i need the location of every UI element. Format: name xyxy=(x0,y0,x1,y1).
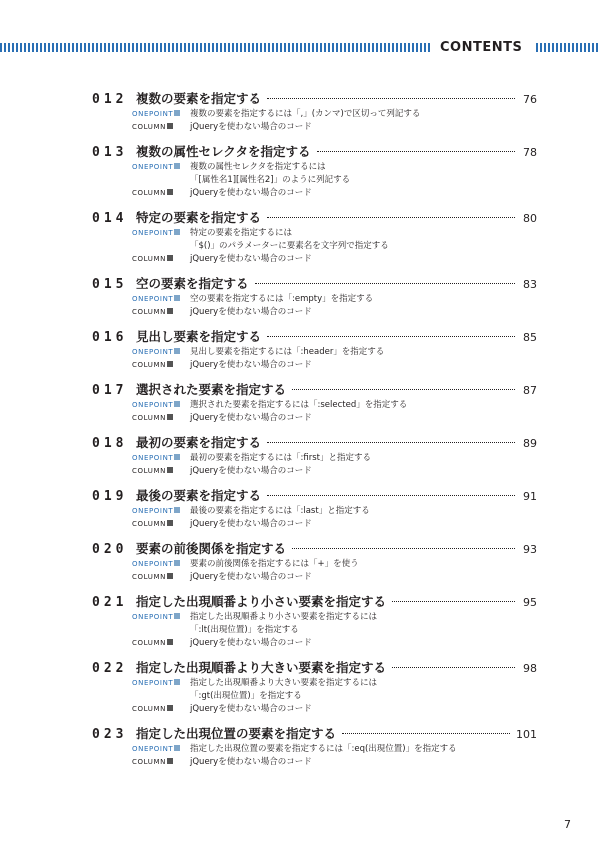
column-label: COLUMN xyxy=(132,187,190,200)
entry-number: 012 xyxy=(92,92,128,107)
toc-entry[interactable] xyxy=(92,540,537,584)
entry-heading[interactable] xyxy=(92,725,537,743)
column-label: COLUMN xyxy=(132,465,190,478)
onepoint-text: 複数の要素を指定するには「,」(カンマ)で区切って列記する xyxy=(190,109,421,119)
dot-leader xyxy=(317,151,515,152)
dot-leader xyxy=(392,601,515,602)
column-text: jQueryを使わない場合のコード xyxy=(190,704,312,714)
dot-leader xyxy=(267,495,515,496)
onepoint-label: ONEPOINT xyxy=(132,558,190,571)
onepoint-label: ONEPOINT xyxy=(132,293,190,306)
dot-leader xyxy=(292,389,515,390)
entry-number: 017 xyxy=(92,383,128,398)
onepoint-label: ONEPOINT xyxy=(132,611,190,637)
column-text: jQueryを使わない場合のコード xyxy=(190,188,312,198)
page-number: 7 xyxy=(564,818,571,831)
column-label: COLUMN xyxy=(132,637,190,650)
square-bullet-icon xyxy=(174,110,180,116)
square-bullet-icon xyxy=(174,613,180,619)
entry-title[interactable]: 最後の要素を指定する xyxy=(136,488,262,503)
square-bullet-icon xyxy=(174,163,180,169)
column-text: jQueryを使わない場合のコード xyxy=(190,638,312,648)
entry-page: 101 xyxy=(516,728,537,741)
entry-title[interactable]: 指定した出現順番より大きい要素を指定する xyxy=(136,660,387,675)
column-label: COLUMN xyxy=(132,306,190,319)
dot-leader xyxy=(292,548,515,549)
onepoint-label: ONEPOINT xyxy=(132,505,190,518)
onepoint-line xyxy=(132,293,537,306)
onepoint-text: 複数の属性セレクタを指定するには 「[属性名1][属性名2]」のように列記する xyxy=(190,162,351,185)
entry-page: 91 xyxy=(523,490,537,503)
column-line xyxy=(132,703,537,716)
entry-heading[interactable] xyxy=(92,328,537,346)
toc-entry[interactable] xyxy=(92,434,537,478)
onepoint-line xyxy=(132,743,537,756)
entry-heading[interactable] xyxy=(92,659,537,677)
onepoint-line xyxy=(132,611,537,637)
entry-number: 014 xyxy=(92,211,128,226)
entry-page: 80 xyxy=(523,212,537,225)
square-bullet-icon xyxy=(174,401,180,407)
onepoint-label: ONEPOINT xyxy=(132,399,190,412)
entry-heading[interactable] xyxy=(92,275,537,293)
onepoint-text: 特定の要素を指定するには 「$()」のパラメーターに要素名を文字列で指定する xyxy=(190,228,389,251)
onepoint-line xyxy=(132,677,537,703)
column-line xyxy=(132,756,537,769)
entry-page: 85 xyxy=(523,331,537,344)
onepoint-label: ONEPOINT xyxy=(132,452,190,465)
toc-entry[interactable] xyxy=(92,143,537,200)
column-line xyxy=(132,465,537,478)
square-bullet-icon xyxy=(167,467,173,473)
square-bullet-icon xyxy=(167,361,173,367)
dot-leader xyxy=(267,217,515,218)
entry-number: 022 xyxy=(92,661,128,676)
header-stripes-right xyxy=(536,43,600,52)
column-text: jQueryを使わない場合のコード xyxy=(190,254,312,264)
column-label: COLUMN xyxy=(132,518,190,531)
column-text: jQueryを使わない場合のコード xyxy=(190,360,312,370)
column-label: COLUMN xyxy=(132,703,190,716)
entry-title[interactable]: 指定した出現位置の要素を指定する xyxy=(136,726,337,741)
column-line xyxy=(132,121,537,134)
dot-leader xyxy=(267,98,515,99)
column-line xyxy=(132,253,537,266)
square-bullet-icon xyxy=(167,414,173,420)
onepoint-line xyxy=(132,108,537,121)
entry-title[interactable]: 要素の前後関係を指定する xyxy=(136,541,287,556)
dot-leader xyxy=(267,336,515,337)
toc-entry[interactable] xyxy=(92,328,537,372)
entry-title[interactable]: 特定の要素を指定する xyxy=(136,210,262,225)
square-bullet-icon xyxy=(174,348,180,354)
onepoint-text: 選択された要素を指定するには「:selected」を指定する xyxy=(190,400,408,410)
entry-page: 93 xyxy=(523,543,537,556)
square-bullet-icon xyxy=(167,255,173,261)
entry-page: 89 xyxy=(523,437,537,450)
onepoint-text: 要素の前後関係を指定するには「+」を使う xyxy=(190,559,359,569)
onepoint-text: 最後の要素を指定するには「:last」と指定する xyxy=(190,506,370,516)
column-text: jQueryを使わない場合のコード xyxy=(190,413,312,423)
entry-heading[interactable] xyxy=(92,434,537,452)
column-text: jQueryを使わない場合のコード xyxy=(190,307,312,317)
onepoint-line xyxy=(132,346,537,359)
entry-page: 87 xyxy=(523,384,537,397)
square-bullet-icon xyxy=(167,123,173,129)
toc-entry[interactable] xyxy=(92,725,537,769)
toc-entry[interactable] xyxy=(92,275,537,319)
toc-entry[interactable] xyxy=(92,209,537,266)
entry-heading[interactable] xyxy=(92,90,537,108)
column-line xyxy=(132,637,537,650)
onepoint-label: ONEPOINT xyxy=(132,743,190,756)
onepoint-line xyxy=(132,505,537,518)
onepoint-text: 指定した出現順番より大きい要素を指定するには 「:gt(出現位置)」を指定する xyxy=(190,678,378,701)
toc-entry[interactable] xyxy=(92,487,537,531)
column-line xyxy=(132,518,537,531)
entry-number: 023 xyxy=(92,727,128,742)
contents-title: CONTENTS xyxy=(440,40,523,55)
entry-heading[interactable] xyxy=(92,143,537,161)
column-line xyxy=(132,187,537,200)
entry-heading[interactable] xyxy=(92,487,537,505)
toc-entry[interactable] xyxy=(92,381,537,425)
column-line xyxy=(132,571,537,584)
toc-entry[interactable] xyxy=(92,593,537,650)
column-line xyxy=(132,412,537,425)
entry-title[interactable]: 複数の属性セレクタを指定する xyxy=(136,144,311,159)
onepoint-label: ONEPOINT xyxy=(132,161,190,187)
entry-page: 76 xyxy=(523,93,537,106)
onepoint-text: 空の要素を指定するには「:empty」を指定する xyxy=(190,294,374,304)
square-bullet-icon xyxy=(174,679,180,685)
column-line xyxy=(132,359,537,372)
entry-title[interactable]: 最初の要素を指定する xyxy=(136,435,262,450)
entry-number: 016 xyxy=(92,330,128,345)
square-bullet-icon xyxy=(174,507,180,513)
column-text: jQueryを使わない場合のコード xyxy=(190,757,312,767)
column-text: jQueryを使わない場合のコード xyxy=(190,122,312,132)
square-bullet-icon xyxy=(174,229,180,235)
onepoint-line xyxy=(132,399,537,412)
entry-number: 019 xyxy=(92,489,128,504)
square-bullet-icon xyxy=(174,295,180,301)
entry-title[interactable]: 見出し要素を指定する xyxy=(136,329,262,344)
onepoint-line xyxy=(132,227,537,253)
column-label: COLUMN xyxy=(132,412,190,425)
entry-heading[interactable] xyxy=(92,209,537,227)
page-header xyxy=(0,38,600,60)
header-stripes-left xyxy=(0,43,432,52)
entry-page: 83 xyxy=(523,278,537,291)
column-label: COLUMN xyxy=(132,359,190,372)
square-bullet-icon xyxy=(167,639,173,645)
square-bullet-icon xyxy=(167,758,173,764)
entry-number: 015 xyxy=(92,277,128,292)
entry-number: 020 xyxy=(92,542,128,557)
onepoint-label: ONEPOINT xyxy=(132,346,190,359)
dot-leader xyxy=(267,442,515,443)
entry-heading[interactable] xyxy=(92,381,537,399)
dot-leader xyxy=(255,283,515,284)
entry-heading[interactable] xyxy=(92,540,537,558)
column-label: COLUMN xyxy=(132,571,190,584)
square-bullet-icon xyxy=(174,560,180,566)
column-text: jQueryを使わない場合のコード xyxy=(190,466,312,476)
square-bullet-icon xyxy=(167,308,173,314)
entry-page: 78 xyxy=(523,146,537,159)
column-line xyxy=(132,306,537,319)
onepoint-line xyxy=(132,161,537,187)
onepoint-text: 見出し要素を指定するには「:header」を指定する xyxy=(190,347,385,357)
square-bullet-icon xyxy=(167,705,173,711)
square-bullet-icon xyxy=(167,573,173,579)
entry-number: 013 xyxy=(92,145,128,160)
toc-entry[interactable] xyxy=(92,90,537,134)
entry-page: 98 xyxy=(523,662,537,675)
toc-entry[interactable] xyxy=(92,659,537,716)
table-of-contents xyxy=(92,90,537,769)
entry-title[interactable]: 指定した出現順番より小さい要素を指定する xyxy=(136,594,387,609)
entry-title[interactable]: 複数の要素を指定する xyxy=(136,91,262,106)
column-label: COLUMN xyxy=(132,253,190,266)
dot-leader xyxy=(392,667,515,668)
onepoint-line xyxy=(132,558,537,571)
entry-heading[interactable] xyxy=(92,593,537,611)
entry-number: 021 xyxy=(92,595,128,610)
onepoint-label: ONEPOINT xyxy=(132,677,190,703)
column-label: COLUMN xyxy=(132,756,190,769)
entry-title[interactable]: 空の要素を指定する xyxy=(136,276,249,291)
onepoint-label: ONEPOINT xyxy=(132,227,190,253)
onepoint-text: 指定した出現順番より小さい要素を指定するには 「:lt(出現位置)」を指定する xyxy=(190,612,378,635)
dot-leader xyxy=(342,733,510,734)
square-bullet-icon xyxy=(167,520,173,526)
onepoint-text: 指定した出現位置の要素を指定するには「:eq(出現位置)」を指定する xyxy=(190,744,457,754)
square-bullet-icon xyxy=(174,745,180,751)
column-text: jQueryを使わない場合のコード xyxy=(190,519,312,529)
onepoint-line xyxy=(132,452,537,465)
entry-number: 018 xyxy=(92,436,128,451)
square-bullet-icon xyxy=(174,454,180,460)
onepoint-text: 最初の要素を指定するには「:first」と指定する xyxy=(190,453,371,463)
entry-page: 95 xyxy=(523,596,537,609)
column-text: jQueryを使わない場合のコード xyxy=(190,572,312,582)
column-label: COLUMN xyxy=(132,121,190,134)
square-bullet-icon xyxy=(167,189,173,195)
onepoint-label: ONEPOINT xyxy=(132,108,190,121)
entry-title[interactable]: 選択された要素を指定する xyxy=(136,382,287,397)
